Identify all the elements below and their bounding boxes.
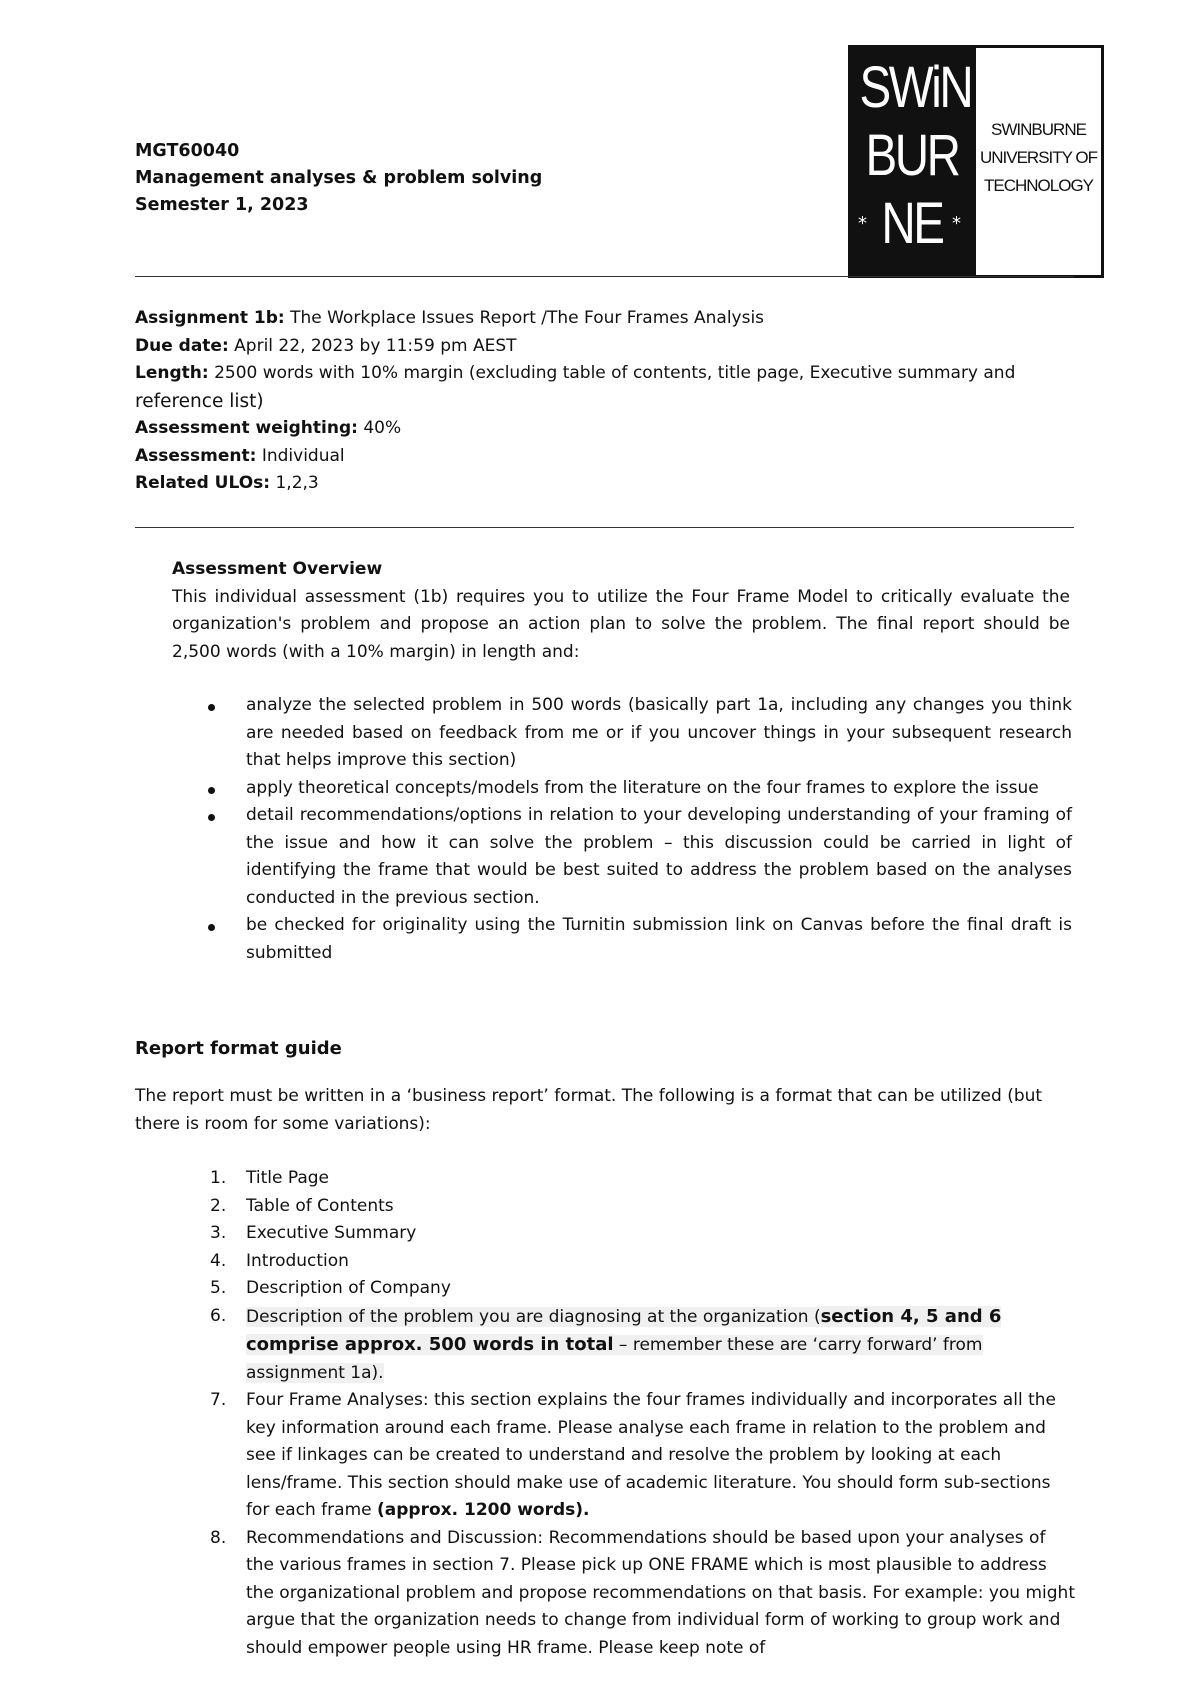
logo-mark-line: SWiN — [859, 55, 972, 120]
detail-assessment — [135, 443, 1074, 471]
list-item — [135, 1165, 1075, 1193]
detail-ulos — [135, 470, 1074, 498]
detail-length-cont: reference list) — [135, 390, 264, 412]
detail-length — [135, 360, 1074, 388]
list-text: Four Frame Analyses: this section explains the four frames individually and incorporates all the key information around each frame. Please analyse each frame in relation to the problem and see if linkages can be created to understand and resolve the problem by looking at each lens/frame. This section should make use of academic literature. You should form sub-sections for each frame — [246, 1390, 1056, 1520]
bullet-item — [172, 692, 1072, 775]
course-name: Management analyses & problem solving — [135, 168, 543, 188]
logo-wordmark — [976, 48, 1101, 275]
detail-value: The Workplace Issues Report /The Four Frames Analysis — [290, 308, 765, 328]
bullet-item — [172, 775, 1072, 803]
list-text-bold: (approx. 1200 words). — [377, 1500, 590, 1520]
semester: Semester 1, 2023 — [135, 195, 309, 215]
list-text: Description of Company — [246, 1278, 451, 1298]
list-item — [135, 1525, 1075, 1663]
detail-weighting — [135, 415, 1074, 443]
list-text: – remember these are ‘carry forward’ from assignment 1a). — [246, 1335, 983, 1383]
course-header — [135, 138, 542, 219]
detail-label: Assignment 1b: — [135, 308, 285, 328]
detail-label: Related ULOs: — [135, 473, 271, 493]
list-text: Table of Contents — [246, 1195, 394, 1216]
list-number: 4. — [210, 1250, 227, 1271]
list-text: Description of the problem you are diagnosing at the organization ( — [246, 1306, 821, 1327]
list-item — [135, 1303, 1075, 1388]
detail-label: Assessment weighting: — [135, 418, 358, 438]
list-item — [135, 1248, 1075, 1276]
logo-mark-line: NE — [881, 191, 943, 256]
assignment-details — [135, 305, 1074, 498]
bullet-icon — [208, 924, 215, 931]
overview-text: This individual assessment (1b) requires you to utilize the Four Frame Model to critically evaluate the organization's problem and propose an action plan to solve the problem. The final report should be 2,500 words (with a 10% margin) in length and: — [172, 586, 1070, 662]
logo-name-line: SWINBURNE — [991, 120, 1086, 139]
bullet-text: analyze the selected problem in 500 words (basically part 1a, including any changes you think are needed based on feedback from me or if you uncover things in your subsequent research that helps improve this section) — [246, 695, 1072, 770]
list-number: 8. — [210, 1527, 227, 1548]
list-item — [135, 1220, 1075, 1248]
list-item — [135, 1275, 1075, 1303]
details-divider — [135, 527, 1074, 528]
overview-bullet-list — [172, 692, 1072, 967]
bullet-icon — [208, 787, 215, 794]
detail-value: 2500 words with 10% margin (excluding table of contents, title page, Executive summary and — [214, 363, 1016, 383]
university-logo — [848, 45, 1104, 278]
logo-star-icon: * — [952, 213, 961, 234]
bullet-text: apply theoretical concepts/models from the literature on the four frames to explore the issue — [246, 777, 1039, 798]
list-number: 3. — [210, 1223, 227, 1243]
list-number: 7. — [210, 1390, 227, 1410]
list-number: 6. — [210, 1305, 227, 1326]
detail-due-date — [135, 333, 1074, 361]
logo-mark-line: BUR — [865, 123, 959, 188]
bullet-icon — [208, 814, 215, 821]
detail-value: Individual — [261, 445, 345, 466]
list-text-bold: section 4, 5 and 6 comprise approx. 500 words in total — [246, 1305, 1002, 1355]
logo-star-icon: * — [858, 213, 867, 234]
detail-label: Length: — [135, 363, 209, 383]
list-number: 5. — [210, 1278, 227, 1298]
logo-name-line: UNIVERSITY OF — [979, 148, 1098, 167]
detail-label: Assessment: — [135, 445, 257, 466]
report-format-list — [135, 1165, 1075, 1662]
list-text: Recommendations and Discussion: Recommendations should be based upon your analyses of the various frames in section 7. Please pick up ONE FRAME which is most plausible to address the organizational problem and propose recommendations on that basis. For example: you might argue that the organization needs to change from individual form of working to group work and should empower people using HR frame. Please keep note of — [246, 1527, 1075, 1658]
detail-value: 40% — [363, 418, 402, 438]
detail-label: Due date: — [135, 335, 229, 356]
list-text: Introduction — [246, 1250, 349, 1271]
overview-title: Assessment Overview — [172, 559, 383, 579]
report-format-intro: The report must be written in a ‘business report’ format. The following is a format that can be utilized (but there is room for some variations): — [135, 1086, 1043, 1134]
detail-value: April 22, 2023 by 11:59 pm AEST — [234, 335, 517, 356]
bullet-item — [172, 912, 1072, 967]
bullet-icon — [208, 704, 215, 711]
detail-value: 1,2,3 — [275, 473, 319, 493]
report-format-title: Report format guide — [135, 1038, 342, 1059]
list-text: Title Page — [246, 1168, 329, 1188]
detail-assignment — [135, 305, 1074, 333]
logo-name-line: TECHNOLOGY — [983, 176, 1094, 195]
list-item — [135, 1387, 1075, 1525]
bullet-item — [172, 802, 1072, 912]
list-number: 1. — [210, 1168, 227, 1188]
list-item — [135, 1193, 1075, 1221]
logo-mark — [848, 45, 976, 278]
list-number: 2. — [210, 1195, 227, 1216]
bullet-text: be checked for originality using the Turnitin submission link on Canvas before the final draft is submitted — [246, 915, 1072, 963]
bullet-text: detail recommendations/options in relation to your developing understanding of your framing of the issue and how it can solve the problem – this discussion could be carried in light of identifying the frame that would be best suited to address the problem based on the analyses conducted in the previous section. — [246, 805, 1072, 908]
assessment-overview — [172, 556, 1070, 666]
list-text: Executive Summary — [246, 1223, 417, 1243]
course-code: MGT60040 — [135, 141, 240, 161]
header-divider — [135, 276, 1074, 277]
